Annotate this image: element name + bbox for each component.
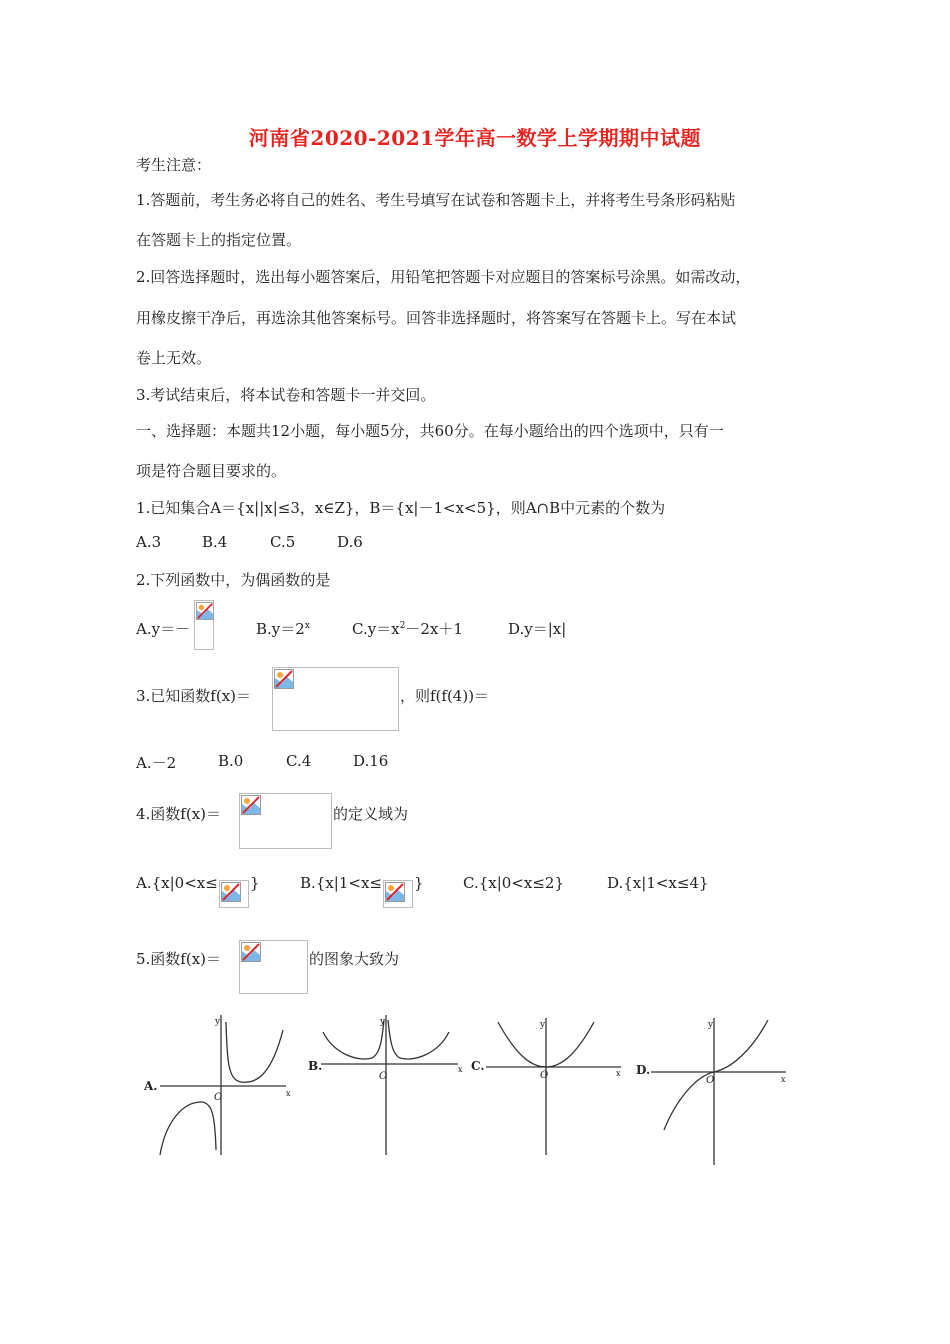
q5-graph-options — [136, 1010, 796, 1175]
notice-item-1: 1.答题前，考生务必将自己的姓名、考生号填写在试卷和答题卡上，并将考生号条形码粘贴 — [136, 191, 736, 209]
graph-b-y-label: y — [380, 1017, 386, 1027]
q1-option-a: A.3 — [136, 533, 162, 551]
q2-option-b: $B.y=2^x$ — [256, 620, 310, 638]
q4-option-a: A.{x|0<x≤ — [136, 874, 218, 892]
graph-d-x-label: x — [781, 1075, 786, 1084]
q4-formula-image — [239, 793, 332, 849]
section-intro: 一、选择题：本题共12小题，每小题5分，共60分。在每小题给出的四个选项中，只有一 — [136, 422, 724, 440]
q5-graph-c — [471, 1018, 621, 1155]
q3-option-d: D.16 — [353, 752, 389, 770]
page-title: 河南省2020-2021学年高一数学上学期期中试题 — [248, 126, 702, 150]
graph-a-curve-right — [226, 1022, 283, 1082]
question-4-stem: 4.函数f(x)＝ — [136, 805, 222, 823]
graph-b-x-label: x — [458, 1065, 463, 1074]
q1-option-d: D.6 — [337, 533, 363, 551]
q4-option-b: B.{x|1<x≤ — [300, 874, 382, 892]
graph-a-letter: A. — [144, 1079, 158, 1093]
graph-c-origin: O — [540, 1070, 549, 1081]
broken-image-icon — [241, 942, 261, 962]
broken-image-icon — [241, 795, 261, 815]
notice-heading: 考生注意： — [136, 156, 212, 174]
q2-option-c: $C.y=x^2-2x+1$ — [352, 620, 463, 638]
question-5-stem-end: 的图象大致为 — [309, 950, 400, 968]
graph-d-y-label: y — [708, 1020, 714, 1030]
q4-option-a-image — [219, 880, 249, 908]
question-2-stem: 2.下列函数中，为偶函数的是 — [136, 571, 331, 589]
q2-option-a: A.y＝－ — [136, 620, 191, 638]
q1-option-c: C.5 — [270, 533, 296, 551]
graph-a-x-label: x — [286, 1089, 291, 1098]
notice-item-2-cont: 用橡皮擦干净后，再选涂其他答案标号。回答非选择题时，将答案写在答题卡上。写在本试 — [136, 309, 737, 327]
q5-formula-image — [239, 940, 308, 994]
question-5-stem: 5.函数f(x)＝ — [136, 950, 222, 968]
q5-graph-b — [308, 1015, 463, 1155]
q4-option-c: C.{x|0<x≤2} — [463, 874, 564, 892]
q4-option-b-close: } — [414, 874, 424, 892]
question-3-stem-end: ，则f(f(4))＝ — [400, 687, 490, 705]
graph-b-curve-right — [388, 1020, 449, 1059]
graph-a-origin: O — [214, 1092, 223, 1103]
graph-a-curve-left — [160, 1102, 216, 1155]
graph-d-origin: O — [706, 1075, 715, 1086]
section-intro-cont: 项是符合题目要求的。 — [136, 462, 287, 480]
graph-b-origin: O — [379, 1071, 388, 1082]
graph-a-y-label: y — [215, 1017, 221, 1027]
broken-image-icon — [274, 669, 294, 689]
graph-d-letter: D. — [636, 1063, 651, 1077]
q1-option-b: B.4 — [202, 533, 228, 551]
broken-image-icon — [385, 882, 405, 902]
q5-graph-d — [636, 1018, 786, 1165]
notice-item-2-end: 卷上无效。 — [136, 349, 212, 367]
q4-option-d: D.{x|1<x≤4} — [607, 874, 709, 892]
question-1-stem: 1.已知集合A＝{x||x|≤3，x∈Z}，B＝{x|－1<x<5}，则A∩B中元素的个数为 — [136, 499, 666, 517]
broken-image-icon — [196, 602, 214, 620]
q2-option-d: D.y＝|x| — [508, 620, 567, 638]
notice-item-1-cont: 在答题卡上的指定位置。 — [136, 231, 302, 249]
graph-c-letter: C. — [471, 1059, 485, 1073]
question-3-stem: 3.已知函数f(x)＝ — [136, 687, 252, 705]
notice-item-2: 2.回答选择题时，选出每小题答案后，用铅笔把答题卡对应题目的答案标号涂黑。如需改动， — [136, 268, 751, 286]
graph-b-curve-left — [323, 1020, 384, 1059]
q3-option-b: B.0 — [218, 752, 244, 770]
graph-c-y-label: y — [540, 1020, 546, 1030]
notice-item-3: 3.考试结束后，将本试卷和答题卡一并交回。 — [136, 386, 436, 404]
graph-d-curve — [664, 1020, 768, 1130]
graph-b-letter: B. — [308, 1059, 323, 1073]
q4-option-a-close: } — [250, 874, 260, 892]
graph-c-x-label: x — [616, 1069, 621, 1078]
q5-graph-a — [143, 1015, 291, 1155]
question-4-stem-end: 的定义域为 — [333, 805, 409, 823]
q2-formula-image — [194, 600, 214, 650]
broken-image-icon — [221, 882, 241, 902]
q3-option-a: A.－2 — [136, 754, 177, 772]
q4-option-b-image — [383, 880, 413, 908]
q3-formula-image — [272, 667, 399, 731]
q3-option-c: C.4 — [286, 752, 312, 770]
